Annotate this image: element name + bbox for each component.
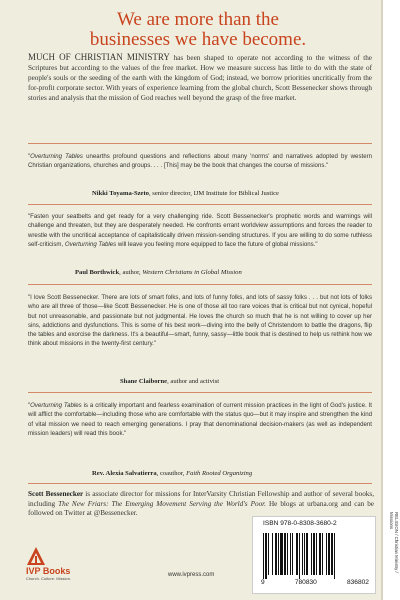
quote-text: "Fasten your seatbelts and get ready for a very challenging ride. Scott Bessenecker's prophetic words and warnings will challenge and threaten, but they are desperately needed. He confronts errant worldview assumptions and forces the reader to wrestle with the uncritical acceptance of capitalistically driven mission-sending structures. If you are willing to do some ruthless self-criticism, bbox=[28, 213, 372, 248]
intro-paragraph bbox=[28, 53, 372, 104]
headline bbox=[0, 10, 396, 50]
endorser-book: Western Christians in Global Mission bbox=[142, 269, 242, 276]
quote-text: will leave you feeling more equipped to face the future of global missions." bbox=[116, 240, 318, 248]
quote-text: is a critically important and fearless examination of current mission practices in the light of God's justice. It will afflict the comfortable—including those who are comfortable with the status quo—but it may inspire and strengthen the kind of vital mission we need to reach emerging generations. I pray that denominational decision-makers (as well as independent mission leaders) will read this book." bbox=[28, 402, 372, 437]
barcode-digit-group: 780830 bbox=[294, 579, 317, 586]
divider bbox=[28, 483, 372, 484]
publisher-tagline: Church. Culture. Mission. bbox=[26, 577, 72, 581]
book-title: Overturning Tables bbox=[30, 153, 83, 160]
publisher-logo bbox=[26, 546, 82, 586]
quote-text: unearths profound questions and reflections about many 'norms' and narratives adopted by western Christian organizations, churches and groups. . . . [This] may be the book that changes the course of missions." bbox=[28, 153, 372, 170]
author-name: Scott Bessenecker bbox=[28, 490, 84, 498]
isbn: ISBN 978-0-8308-3680-2 bbox=[263, 520, 337, 527]
endorser-role: , author and activist bbox=[167, 378, 220, 385]
publisher-url: www.ivpress.com bbox=[168, 572, 215, 578]
barcode-digit-group: 836802 bbox=[346, 579, 369, 586]
headline-line-2: businesses we have become. bbox=[89, 29, 307, 50]
headline-line-1: We are more than the bbox=[116, 9, 279, 30]
quote-attribution bbox=[92, 190, 279, 197]
quote-attribution bbox=[120, 378, 219, 385]
bio-text: He blogs at urbana.org and can be followed on Twitter at @Bessenecker. bbox=[28, 499, 374, 518]
spine bbox=[381, 0, 400, 600]
barcode-number bbox=[261, 579, 369, 586]
endorser-name: Paul Borthwick bbox=[75, 269, 120, 276]
quote-attribution bbox=[92, 470, 252, 477]
divider bbox=[28, 284, 372, 285]
endorser-name: Shane Claiborne bbox=[120, 378, 168, 385]
book-title: Overturning Tables bbox=[30, 402, 82, 409]
barcode-panel bbox=[252, 516, 376, 594]
quote-text: "I love Scott Bessenecker. There are lots of smart folks, and lots of funny folks, and lots of sassy folks . . . but not lots of folks who are all three of those—like Scott Bessenecker. He is one of those all too rare voices that is critical but not cynical, hopeful but not unreasonable, and passionate but not judgmental. He loves the church so much that he is not willing to cover up her sins, addictions and dysfunctions. This is some of his best work—diving into the belly of Christendom to battle the dragons, flip the tables and exorcise the darkness. It's a beautiful—smart, funny, sassy—little book that is destined to help us rethink how we think about missions in the twenty-first century." bbox=[28, 294, 372, 348]
divider bbox=[28, 204, 372, 205]
endorsement-quote: "Overturning Tables unearths profound questions and reflections about many 'norms' and narratives adopted by western Christian organizations, churches and groups. . . . [This] may be the book that changes the course of missions." bbox=[28, 153, 372, 170]
barcode-icon bbox=[261, 533, 369, 579]
quote-attribution bbox=[75, 269, 242, 276]
endorsement-quote bbox=[28, 212, 372, 249]
endorsement-quote bbox=[28, 293, 372, 349]
bio-book-title: The New Friars: The Emerging Movement Serving the World's Poor. bbox=[58, 499, 266, 508]
divider bbox=[28, 392, 372, 393]
spine-edge bbox=[381, 0, 383, 600]
endorser-role: , senior director, IJM Institute for Biblical Justice bbox=[148, 190, 279, 197]
publisher-name: IVP Books bbox=[26, 566, 71, 576]
barcode-digit-group: 9 bbox=[261, 579, 265, 586]
bio-text: is associate director for missions for InterVarsity Christian Fellowship and author of several books, including bbox=[28, 490, 374, 508]
endorser-book: Faith Rooted Organizing bbox=[186, 470, 253, 477]
endorser-role: , coauthor, bbox=[156, 470, 187, 477]
endorsement-quote: "Overturning Tables is a critically important and fearless examination of current mission practices in the light of God's justice. It will afflict the comfortable—including those who are comfortable with the status quo—but it may inspire and strengthen the kind of vital mission we need to reach emerging generations. I pray that denominational decision-makers (as well as independent mission leaders) will read this book." bbox=[28, 402, 372, 437]
category-label: RELIGION / Christian Ministry / Missions bbox=[389, 512, 399, 573]
divider bbox=[28, 143, 372, 144]
intro-lead: MUCH OF CHRISTIAN MINISTRY bbox=[28, 52, 170, 62]
ivp-icon bbox=[26, 546, 46, 568]
endorser-role: , author, bbox=[119, 269, 143, 276]
endorser-name: Nikki Toyama-Szeto bbox=[92, 190, 149, 197]
endorser-name: Rev. Alexia Salvatierra bbox=[92, 470, 157, 477]
intro-text: has been shaped to operate not according to the witness of the Scriptures but according to the values of the free market. How we measure success has little to do with the state of people's souls or the seeding of the earth with the kingdom of God; instead, we borrow priorities uncritically from the for-profit corporate sector. With years of experience learning from the global church, Scott Bessenecker shows through stories and analysis that the mission of God reaches well beyond the grasp of the free market. bbox=[28, 54, 372, 102]
book-title: Overturning Tables bbox=[64, 240, 117, 248]
author-bio bbox=[28, 490, 374, 519]
